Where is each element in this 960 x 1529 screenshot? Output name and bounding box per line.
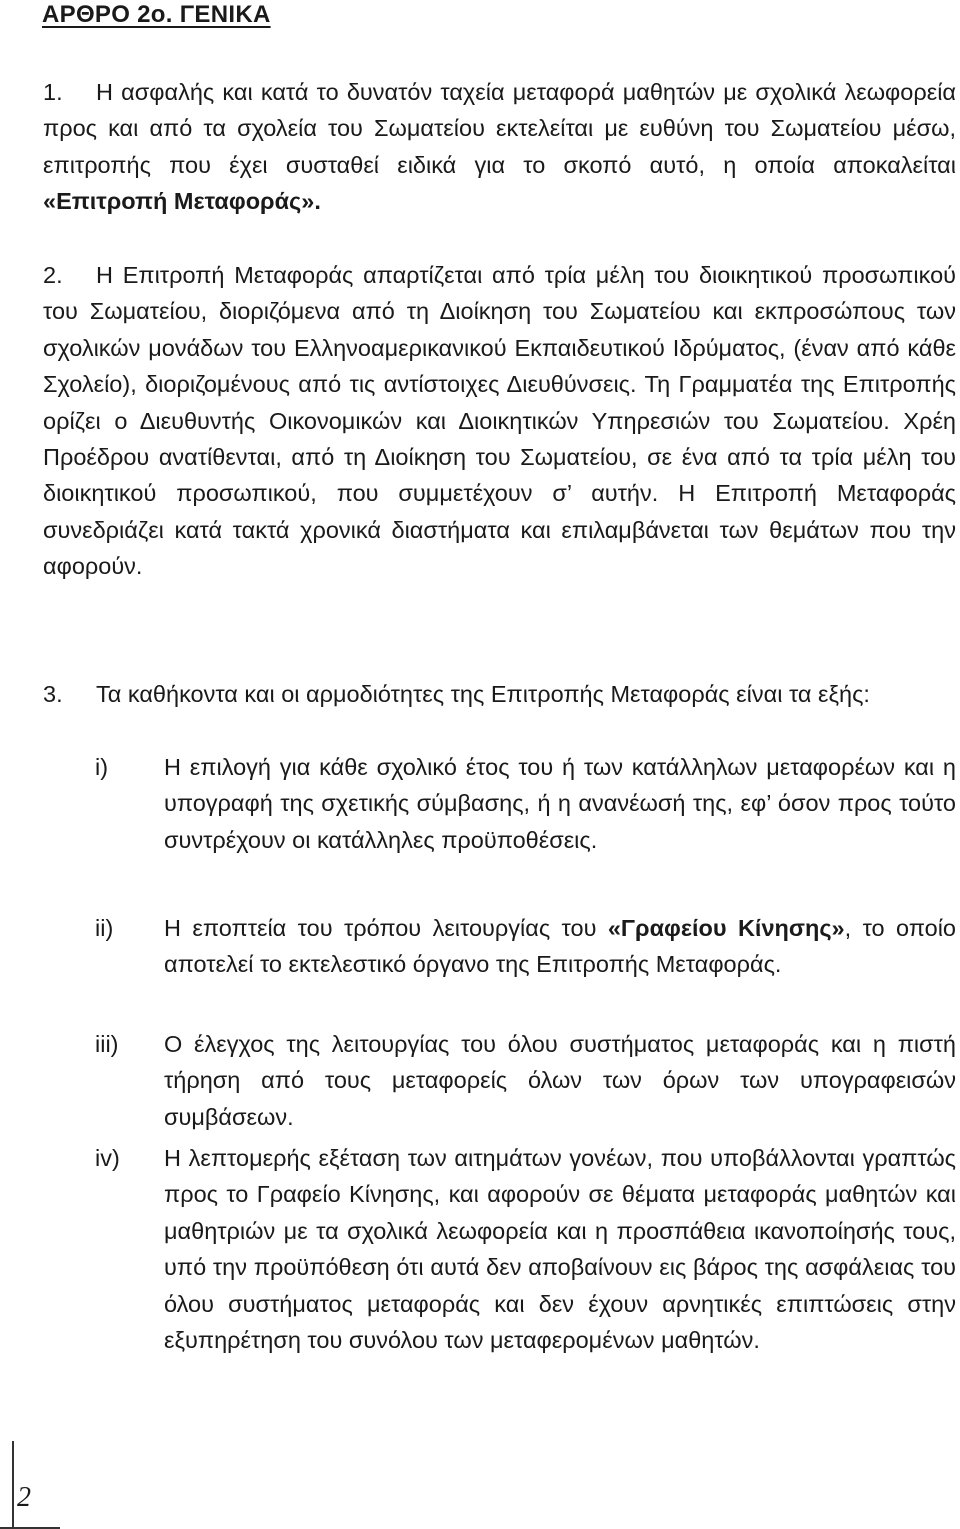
list-item <box>43 910 956 983</box>
list-item-marker: ii) <box>95 915 114 941</box>
paragraph-3 <box>43 676 956 712</box>
page-corner-rule-horizontal <box>0 1527 60 1529</box>
list-item-text: Η λεπτομερής εξέταση των αιτημάτων γονέων, που υποβάλλονται γραπτώς προς το Γραφείο Κίνησης, και αφορούν σε θέματα μεταφοράς μαθητών και μαθητριών με τα σχολικά λεωφορεία και η προσπάθεια ικανοποίησής τους, υπό την προϋπόθεση ότι αυτά δεν αποβαίνουν εις βάρος της ασφάλειας του όλου συστήματος μεταφοράς και δεν έχουν αρνητικές επιπτώσεις στην εξυπηρέτηση του συνόλου των μεταφερομένων μαθητών. <box>164 1145 956 1354</box>
paragraph-text: Η ασφαλής και κατά το δυνατόν ταχεία μεταφορά μαθητών με σχολικά λεωφορεία προς και από τα σχολεία του Σωματείου εκτελείται με ευθύνη του Σωματείου μέσω, επιτροπής που έχει συσταθεί ειδικά για το σκοπό αυτό, η οποία αποκαλείται «Επιτροπή Μεταφοράς». <box>43 79 956 215</box>
page-corner-rule-vertical <box>12 1441 14 1529</box>
article-heading: ΑΡΘΡΟ 2ο. ΓΕΝΙΚΑ <box>42 1 271 28</box>
bold-term: «Γραφείου Κίνησης» <box>607 915 845 941</box>
paragraph-intro: Τα καθήκοντα και οι αρμοδιότητες της Επιτροπής Μεταφοράς είναι τα εξής: <box>96 681 870 707</box>
paragraph-number: 1. <box>43 79 63 105</box>
list-item-text: Η επιλογή για κάθε σχολικό έτος του ή των κατάλληλων μεταφορέων και η υπογραφή της σχετικής σύμβασης, ή η ανανέωσή της, εφ’ όσον προς τούτο συντρέχουν οι κατάλληλες προϋποθέσεις. <box>164 754 956 853</box>
list-item-text: Ο έλεγχος της λειτουργίας του όλου συστήματος μεταφοράς και η πιστή τήρηση από τους μεταφορείς όλων των όρων των υπογραφεισών συμβάσεων. <box>164 1031 956 1130</box>
list-item-marker: iii) <box>95 1031 119 1057</box>
paragraph-number: 2. <box>43 262 63 288</box>
list-item-marker: iv) <box>95 1145 120 1171</box>
list-item <box>43 1026 956 1135</box>
list-item <box>43 749 956 858</box>
page-number: 2 <box>17 1482 31 1513</box>
paragraph-1 <box>43 74 956 220</box>
list-item-text: Η εποπτεία του τρόπου λειτουργίας του «Γραφείου Κίνησης», το οποίο αποτελεί το εκτελεστικό όργανο της Επιτροπής Μεταφοράς. <box>164 915 956 978</box>
list-item <box>43 1140 956 1358</box>
list-item-marker: i) <box>95 754 109 780</box>
paragraph-text: Η Επιτροπή Μεταφοράς απαρτίζεται από τρία μέλη του διοικητικού προσωπικού του Σωματείου, διοριζόμενα από τη Διοίκηση του Σωματείου και εκπροσώπους των σχολικών μονάδων του Ελληνοαμερικανικού Εκπαιδευτικού Ιδρύματος, (έναν από κάθε Σχολείο), διοριζομένους από τις αντίστοιχες Διευθύνσεις. Τη Γραμματέα της Επιτροπής ορίζει ο Διευθυντής Οικονομικών και Διοικητικών Υπηρεσιών του Σωματείου. Χρέη Προέδρου ανατίθενται, από τη Διοίκηση του Σωματείου, σε ένα από τα τρία μέλη του διοικητικού προσωπικού, που συμμετέχουν σ’ αυτήν. Η Επιτροπή Μεταφοράς συνεδριάζει κατά τακτά χρονικά διαστήματα και επιλαμβάνεται των θεμάτων που την αφορούν. <box>43 262 956 580</box>
bold-term: «Επιτροπή Μεταφοράς». <box>43 188 321 215</box>
paragraph-2 <box>43 257 956 585</box>
paragraph-number: 3. <box>43 681 63 707</box>
